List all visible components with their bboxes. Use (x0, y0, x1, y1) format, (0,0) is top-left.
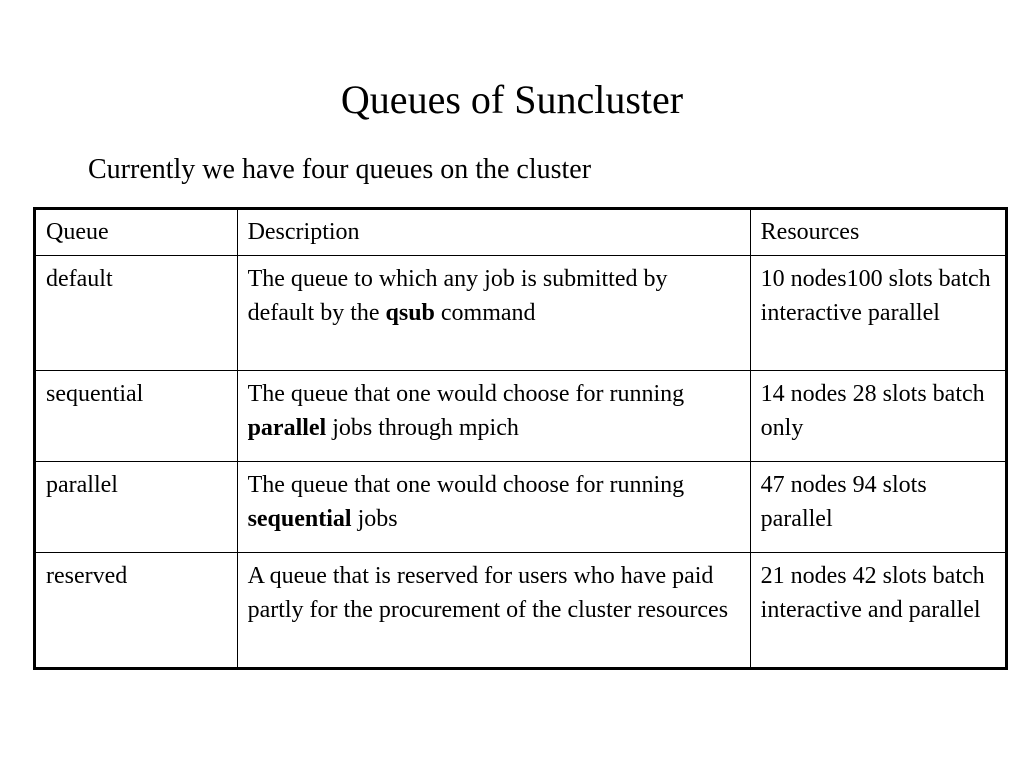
queue-description (237, 371, 750, 462)
description-text: jobs (351, 506, 398, 532)
table-row (35, 371, 1007, 462)
queue-name: sequential (35, 371, 238, 462)
table-row (35, 256, 1007, 371)
queue-description (237, 256, 750, 371)
table-row (35, 462, 1007, 553)
description-text: command (434, 300, 536, 326)
description-bold: qsub (385, 300, 435, 326)
table-header-row (35, 209, 1007, 256)
table-row (35, 553, 1007, 669)
slide-title: Queues of Suncluster (340, 77, 684, 122)
queue-resources: 21 nodes 42 slots batch interactive and parallel (750, 553, 1006, 669)
description-bold: parallel (247, 415, 327, 441)
queue-resources: 14 nodes 28 slots batch only (750, 371, 1006, 462)
header-resources: Resources (750, 209, 1006, 256)
header-description: Description (237, 209, 750, 256)
queues-table (33, 207, 1008, 670)
queue-resources: 10 nodes100 slots batch interactive parallel (750, 256, 1006, 371)
queue-name: reserved (35, 553, 238, 669)
queue-name: parallel (35, 462, 238, 553)
description-text: The queue that one would choose for running (247, 381, 685, 407)
queue-description (237, 462, 750, 553)
queue-description (237, 553, 750, 669)
description-text: A queue that is reserved for users who have paid partly for the procurement of the cluster resources (247, 563, 729, 623)
description-text: The queue to which any job is submitted by default by the (247, 266, 668, 326)
description-bold: sequential (247, 506, 352, 532)
slide-subtitle: Currently we have four queues on the cluster (88, 154, 592, 185)
description-text: jobs through mpich (326, 415, 519, 441)
header-queue: Queue (35, 209, 238, 256)
queue-name: default (35, 256, 238, 371)
queue-resources: 47 nodes 94 slots parallel (750, 462, 1006, 553)
description-text: The queue that one would choose for running (247, 472, 685, 498)
